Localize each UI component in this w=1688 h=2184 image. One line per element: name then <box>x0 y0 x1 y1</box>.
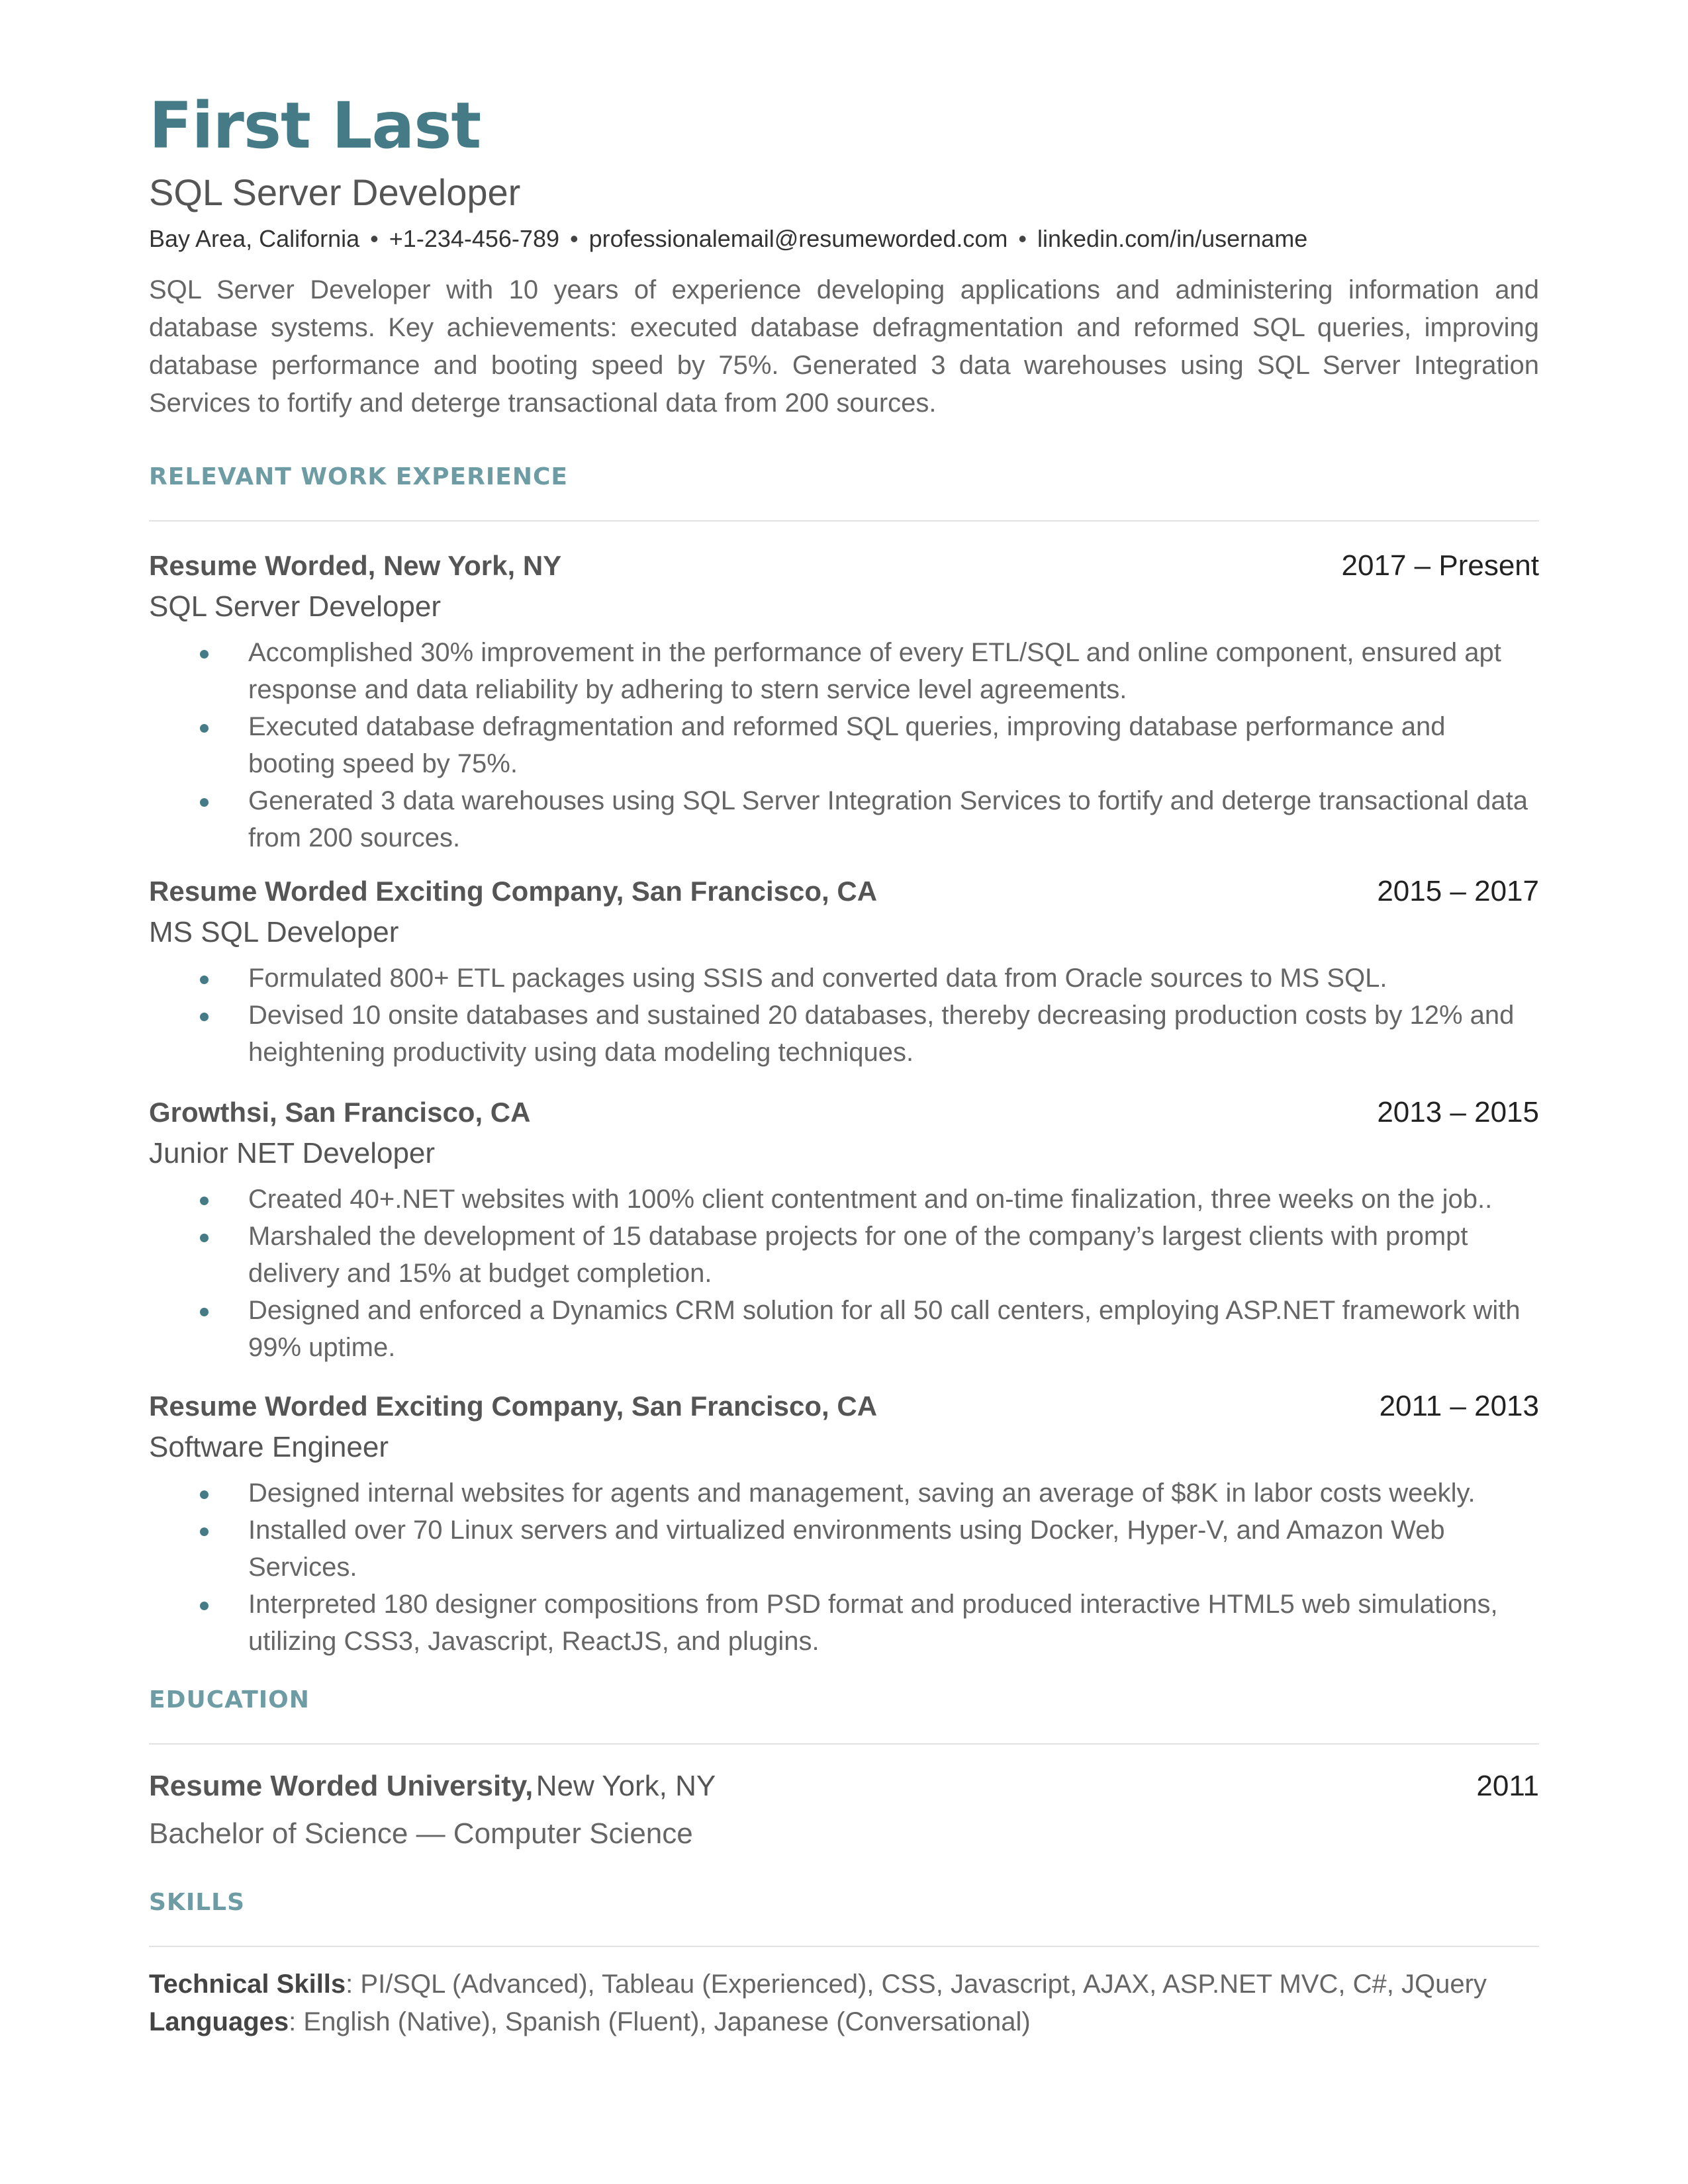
skills-list <box>149 1966 1539 2041</box>
job-dates: 2013 – 2015 <box>1377 1096 1539 1128</box>
job-company: Resume Worded, New York, NY <box>149 550 562 581</box>
bullet-item: Generated 3 data warehouses using SQL Server Integration Services to fortify and deterge transactional data from 200 sources. <box>149 782 1539 856</box>
school-name: Resume Worded University, <box>149 1770 534 1802</box>
bullet-item: Installed over 70 Linux servers and virtualized environments using Docker, Hyper-V, and Amazon Web Services. <box>149 1512 1539 1586</box>
job-dates: 2015 – 2017 <box>1377 875 1539 907</box>
job-bullets <box>149 1181 1539 1366</box>
contact-location: Bay Area, California <box>149 225 360 252</box>
contact-line <box>149 222 1539 255</box>
bullet-item: Designed internal websites for agents and management, saving an average of $8K in labor costs weekly. <box>149 1475 1539 1512</box>
job-entry <box>149 1092 1539 1366</box>
job-role: Junior NET Developer <box>149 1137 436 1169</box>
job-entry <box>149 1386 1539 1660</box>
education-degree: Bachelor of Science — Computer Science <box>149 1817 693 1850</box>
job-bullets <box>149 1475 1539 1660</box>
bullet-item: Accomplished 30% improvement in the performance of every ETL/SQL and online component, ensured apt response and data reliability by adhering to stern service level agreements. <box>149 634 1539 708</box>
contact-separator: • <box>569 225 579 252</box>
contact-email[interactable]: professionalemail@resumeworded.com <box>588 225 1008 252</box>
technical-skills-value: : PI/SQL (Advanced), Tableau (Experienced), CSS, Javascript, AJAX, ASP.NET MVC, C#, JQuery <box>346 1970 1487 1999</box>
resume-page <box>149 86 1539 2041</box>
education-heading: EDUCATION <box>149 1686 310 1713</box>
summary-paragraph: SQL Server Developer with 10 years of experience developing applications and administering information and database systems. Key achievements: executed database defragmentation and reformed SQL queries, improving database performance and booting speed by 75%. Generated 3 data warehouses using SQL Server Integration Services to fortify and deterge transactional data from 200 sources. <box>149 275 1539 418</box>
job-dates: 2017 – Present <box>1341 549 1539 582</box>
job-dates: 2011 – 2013 <box>1379 1390 1539 1422</box>
job-bullets <box>149 634 1539 856</box>
education-year: 2011 <box>1476 1770 1539 1802</box>
technical-skills <box>149 1966 1539 2003</box>
job-entry <box>149 871 1539 1071</box>
candidate-title: SQL Server Developer <box>149 171 521 213</box>
bullet-item: Formulated 800+ ETL packages using SSIS and converted data from Oracle sources to MS SQL. <box>149 960 1539 997</box>
contact-separator: • <box>370 225 379 252</box>
contact-linkedin[interactable]: linkedin.com/in/username <box>1037 225 1308 252</box>
education-entry <box>149 1766 1539 1813</box>
contact-separator: • <box>1018 225 1027 252</box>
bullet-item: Created 40+.NET websites with 100% client contentment and on-time finalization, three weeks on the job.. <box>149 1181 1539 1218</box>
section-divider <box>149 520 1539 522</box>
section-divider <box>149 1743 1539 1745</box>
contact-phone: +1-234-456-789 <box>389 225 559 252</box>
experience-heading: RELEVANT WORK EXPERIENCE <box>149 463 568 490</box>
job-company: Resume Worded Exciting Company, San Francisco, CA <box>149 876 878 907</box>
job-role: Software Engineer <box>149 1431 389 1463</box>
job-role: MS SQL Developer <box>149 916 399 948</box>
languages <box>149 2003 1539 2041</box>
bullet-item: Interpreted 180 designer compositions from PSD format and produced interactive HTML5 web simulations, utilizing CSS3, Javascript, ReactJS, and plugins. <box>149 1586 1539 1660</box>
job-bullets <box>149 960 1539 1071</box>
job-role: SQL Server Developer <box>149 590 442 623</box>
school-location: New York, NY <box>536 1770 716 1802</box>
job-company: Growthsi, San Francisco, CA <box>149 1097 531 1128</box>
bullet-item: Marshaled the development of 15 database projects for one of the company’s largest clients with prompt delivery and 15% at budget completion. <box>149 1218 1539 1292</box>
skills-heading: SKILLS <box>149 1889 246 1916</box>
bullet-item: Devised 10 onsite databases and sustained 20 databases, thereby decreasing production costs by 12% and heightening productivity using data modeling techniques. <box>149 997 1539 1071</box>
bullet-item: Executed database defragmentation and reformed SQL queries, improving database performance and booting speed by 75%. <box>149 708 1539 782</box>
bullet-item: Designed and enforced a Dynamics CRM solution for all 50 call centers, employing ASP.NET framework with 99% uptime. <box>149 1292 1539 1366</box>
languages-value: : English (Native), Spanish (Fluent), Japanese (Conversational) <box>289 2007 1031 2036</box>
languages-label: Languages <box>149 2007 289 2036</box>
job-company: Resume Worded Exciting Company, San Francisco, CA <box>149 1390 878 1422</box>
technical-skills-label: Technical Skills <box>149 1970 346 1999</box>
candidate-name: First Last <box>149 89 481 163</box>
education-institution <box>149 1766 716 1813</box>
job-entry <box>149 545 1539 856</box>
section-divider <box>149 1946 1539 1947</box>
